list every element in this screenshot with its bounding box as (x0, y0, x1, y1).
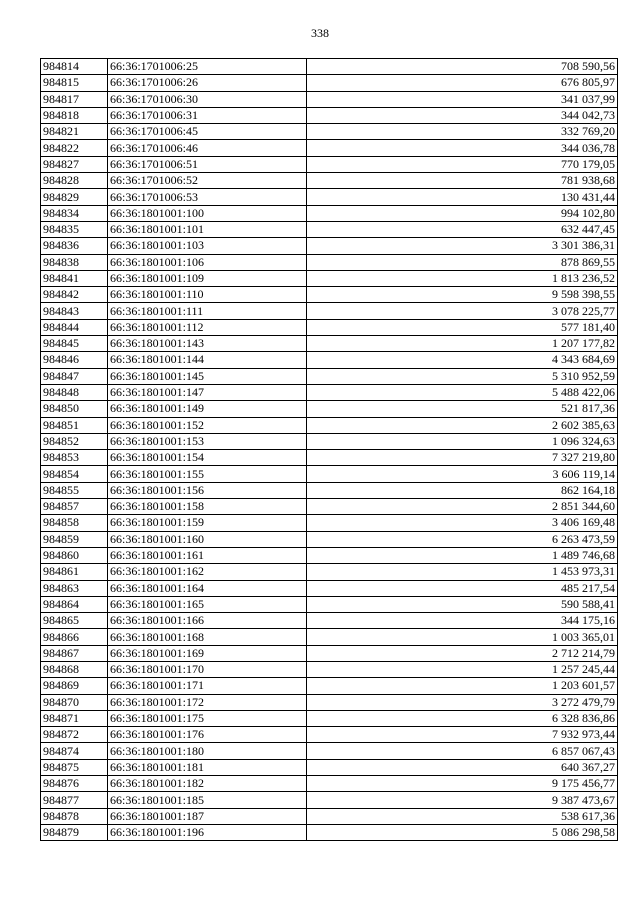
cadastral-number-cell: 66:36:1701006:25 (108, 59, 307, 75)
cadastral-number-cell: 66:36:1701006:45 (108, 124, 307, 140)
cadastral-value-cell: 2 851 344,60 (307, 499, 618, 515)
table-row (41, 254, 618, 270)
row-id-cell: 984870 (41, 694, 108, 710)
table-row (41, 189, 618, 205)
row-id-cell: 984848 (41, 384, 108, 400)
table-row (41, 238, 618, 254)
cadastral-number-cell: 66:36:1801001:172 (108, 694, 307, 710)
cadastral-value-cell: 3 272 479,79 (307, 694, 618, 710)
row-id-cell: 984842 (41, 287, 108, 303)
cadastral-number-cell: 66:36:1801001:160 (108, 531, 307, 547)
row-id-cell: 984818 (41, 107, 108, 123)
cadastral-value-cell: 1 453 973,31 (307, 564, 618, 580)
table-row (41, 727, 618, 743)
cadastral-number-cell: 66:36:1801001:103 (108, 238, 307, 254)
row-id-cell: 984828 (41, 173, 108, 189)
cadastral-number-cell: 66:36:1701006:30 (108, 91, 307, 107)
cadastral-number-cell: 66:36:1801001:110 (108, 287, 307, 303)
cadastral-value-cell: 130 431,44 (307, 189, 618, 205)
table-row (41, 417, 618, 433)
cadastral-value-cell: 878 869,55 (307, 254, 618, 270)
cadastral-number-cell: 66:36:1801001:161 (108, 547, 307, 563)
cadastral-number-cell: 66:36:1801001:111 (108, 303, 307, 319)
cadastral-value-cell: 538 617,36 (307, 808, 618, 824)
cadastral-value-cell: 5 086 298,58 (307, 824, 618, 840)
cadastral-number-cell: 66:36:1801001:166 (108, 613, 307, 629)
row-id-cell: 984852 (41, 433, 108, 449)
row-id-cell: 984829 (41, 189, 108, 205)
cadastral-number-cell: 66:36:1801001:144 (108, 352, 307, 368)
table-row (41, 759, 618, 775)
row-id-cell: 984875 (41, 759, 108, 775)
row-id-cell: 984878 (41, 808, 108, 824)
cadastral-number-cell: 66:36:1801001:175 (108, 710, 307, 726)
cadastral-value-cell: 1 813 236,52 (307, 270, 618, 286)
row-id-cell: 984879 (41, 824, 108, 840)
table-row (41, 824, 618, 840)
row-id-cell: 984843 (41, 303, 108, 319)
cadastral-value-cell: 590 588,41 (307, 596, 618, 612)
cadastral-number-cell: 66:36:1801001:155 (108, 466, 307, 482)
cadastral-value-cell: 7 932 973,44 (307, 727, 618, 743)
table-row (41, 743, 618, 759)
table-row (41, 124, 618, 140)
page-number: 338 (311, 26, 329, 40)
row-id-cell: 984871 (41, 710, 108, 726)
table-row (41, 808, 618, 824)
table-row (41, 580, 618, 596)
table-row (41, 433, 618, 449)
cadastral-value-cell: 2 602 385,63 (307, 417, 618, 433)
table-row (41, 368, 618, 384)
cadastral-number-cell: 66:36:1801001:106 (108, 254, 307, 270)
cadastral-value-cell: 6 263 473,59 (307, 531, 618, 547)
cadastral-value-cell: 485 217,54 (307, 580, 618, 596)
cadastral-value-cell: 1 489 746,68 (307, 547, 618, 563)
row-id-cell: 984876 (41, 776, 108, 792)
row-id-cell: 984861 (41, 564, 108, 580)
cadastral-value-cell: 708 590,56 (307, 59, 618, 75)
row-id-cell: 984822 (41, 140, 108, 156)
cadastral-value-cell: 5 488 422,06 (307, 384, 618, 400)
row-id-cell: 984877 (41, 792, 108, 808)
cadastral-number-cell: 66:36:1801001:162 (108, 564, 307, 580)
table-row (41, 287, 618, 303)
table-row (41, 303, 618, 319)
cadastral-number-cell: 66:36:1801001:153 (108, 433, 307, 449)
cadastral-number-cell: 66:36:1801001:112 (108, 319, 307, 335)
cadastral-number-cell: 66:36:1701006:52 (108, 173, 307, 189)
cadastral-value-cell: 3 406 169,48 (307, 515, 618, 531)
row-id-cell: 984815 (41, 75, 108, 91)
cadastral-value-cell: 3 078 225,77 (307, 303, 618, 319)
cadastral-number-cell: 66:36:1801001:176 (108, 727, 307, 743)
cadastral-value-cell: 344 175,16 (307, 613, 618, 629)
table-row (41, 645, 618, 661)
cadastral-value-cell: 6 328 836,86 (307, 710, 618, 726)
table-row (41, 694, 618, 710)
row-id-cell: 984827 (41, 156, 108, 172)
cadastral-number-cell: 66:36:1801001:145 (108, 368, 307, 384)
row-id-cell: 984845 (41, 336, 108, 352)
table-row (41, 221, 618, 237)
table-row (41, 140, 618, 156)
cadastral-value-cell: 6 857 067,43 (307, 743, 618, 759)
cadastral-value-cell: 2 712 214,79 (307, 645, 618, 661)
row-id-cell: 984821 (41, 124, 108, 140)
cadastral-number-cell: 66:36:1801001:170 (108, 661, 307, 677)
table-row (41, 173, 618, 189)
table-row (41, 629, 618, 645)
cadastral-value-cell: 1 207 177,82 (307, 336, 618, 352)
row-id-cell: 984835 (41, 221, 108, 237)
row-id-cell: 984838 (41, 254, 108, 270)
cadastral-number-cell: 66:36:1701006:31 (108, 107, 307, 123)
row-id-cell: 984847 (41, 368, 108, 384)
table-row (41, 678, 618, 694)
cadastral-number-cell: 66:36:1801001:149 (108, 401, 307, 417)
table-row (41, 75, 618, 91)
row-id-cell: 984841 (41, 270, 108, 286)
table-row (41, 352, 618, 368)
cadastral-value-cell: 344 036,78 (307, 140, 618, 156)
cadastral-number-cell: 66:36:1701006:51 (108, 156, 307, 172)
table-row (41, 466, 618, 482)
cadastral-number-cell: 66:36:1801001:143 (108, 336, 307, 352)
row-id-cell: 984858 (41, 515, 108, 531)
table-row (41, 776, 618, 792)
cadastral-number-cell: 66:36:1801001:182 (108, 776, 307, 792)
row-id-cell: 984865 (41, 613, 108, 629)
cadastral-number-cell: 66:36:1801001:156 (108, 482, 307, 498)
row-id-cell: 984857 (41, 499, 108, 515)
table-row (41, 613, 618, 629)
table-row (41, 661, 618, 677)
table-row (41, 450, 618, 466)
cadastral-number-cell: 66:36:1801001:164 (108, 580, 307, 596)
cadastral-value-cell: 862 164,18 (307, 482, 618, 498)
table-body (41, 59, 618, 841)
cadastral-value-cell: 521 817,36 (307, 401, 618, 417)
table-row (41, 401, 618, 417)
cadastral-value-cell: 7 327 219,80 (307, 450, 618, 466)
cadastral-value-cell: 5 310 952,59 (307, 368, 618, 384)
cadastral-value-cell: 332 769,20 (307, 124, 618, 140)
cadastral-value-cell: 4 343 684,69 (307, 352, 618, 368)
row-id-cell: 984868 (41, 661, 108, 677)
cadastral-number-cell: 66:36:1701006:26 (108, 75, 307, 91)
cadastral-value-cell: 640 367,27 (307, 759, 618, 775)
row-id-cell: 984864 (41, 596, 108, 612)
row-id-cell: 984859 (41, 531, 108, 547)
cadastral-value-cell: 994 102,80 (307, 205, 618, 221)
cadastral-number-cell: 66:36:1801001:169 (108, 645, 307, 661)
table-row (41, 107, 618, 123)
cadastral-value-cell: 781 938,68 (307, 173, 618, 189)
cadastral-number-cell: 66:36:1801001:109 (108, 270, 307, 286)
cadastral-value-cell: 341 037,99 (307, 91, 618, 107)
table-row (41, 710, 618, 726)
row-id-cell: 984851 (41, 417, 108, 433)
row-id-cell: 984853 (41, 450, 108, 466)
cadastral-value-cell: 9 598 398,55 (307, 287, 618, 303)
cadastral-value-cell: 577 181,40 (307, 319, 618, 335)
row-id-cell: 984869 (41, 678, 108, 694)
cadastral-value-cell: 344 042,73 (307, 107, 618, 123)
cadastral-number-cell: 66:36:1801001:152 (108, 417, 307, 433)
cadastral-number-cell: 66:36:1801001:181 (108, 759, 307, 775)
table-row (41, 596, 618, 612)
cadastral-value-cell: 3 301 386,31 (307, 238, 618, 254)
cadastral-value-cell: 9 387 473,67 (307, 792, 618, 808)
table-row (41, 270, 618, 286)
table-row (41, 205, 618, 221)
row-id-cell: 984836 (41, 238, 108, 254)
row-id-cell: 984867 (41, 645, 108, 661)
table-row (41, 319, 618, 335)
cadastral-number-cell: 66:36:1801001:147 (108, 384, 307, 400)
table-row (41, 547, 618, 563)
row-id-cell: 984846 (41, 352, 108, 368)
cadastral-number-cell: 66:36:1801001:154 (108, 450, 307, 466)
cadastral-number-cell: 66:36:1801001:196 (108, 824, 307, 840)
row-id-cell: 984866 (41, 629, 108, 645)
table-row (41, 564, 618, 580)
cadastral-number-cell: 66:36:1801001:171 (108, 678, 307, 694)
table-row (41, 515, 618, 531)
table-row (41, 156, 618, 172)
table-row (41, 531, 618, 547)
cadastral-number-cell: 66:36:1701006:46 (108, 140, 307, 156)
row-id-cell: 984872 (41, 727, 108, 743)
cadastral-value-cell: 1 257 245,44 (307, 661, 618, 677)
row-id-cell: 984814 (41, 59, 108, 75)
cadastral-value-cell: 1 096 324,63 (307, 433, 618, 449)
cadastral-value-cell: 9 175 456,77 (307, 776, 618, 792)
cadastral-number-cell: 66:36:1801001:165 (108, 596, 307, 612)
cadastral-number-cell: 66:36:1801001:185 (108, 792, 307, 808)
cadastral-value-cell: 770 179,05 (307, 156, 618, 172)
cadastral-number-cell: 66:36:1701006:53 (108, 189, 307, 205)
cadastral-value-table (40, 58, 618, 841)
row-id-cell: 984855 (41, 482, 108, 498)
row-id-cell: 984844 (41, 319, 108, 335)
cadastral-value-cell: 1 203 601,57 (307, 678, 618, 694)
cadastral-number-cell: 66:36:1801001:100 (108, 205, 307, 221)
cadastral-number-cell: 66:36:1801001:180 (108, 743, 307, 759)
row-id-cell: 984854 (41, 466, 108, 482)
cadastral-number-cell: 66:36:1801001:168 (108, 629, 307, 645)
cadastral-number-cell: 66:36:1801001:158 (108, 499, 307, 515)
row-id-cell: 984817 (41, 91, 108, 107)
row-id-cell: 984850 (41, 401, 108, 417)
table-row (41, 792, 618, 808)
row-id-cell: 984860 (41, 547, 108, 563)
cadastral-value-cell: 1 003 365,01 (307, 629, 618, 645)
cadastral-number-cell: 66:36:1801001:101 (108, 221, 307, 237)
table-row (41, 499, 618, 515)
cadastral-value-cell: 676 805,97 (307, 75, 618, 91)
table-row (41, 482, 618, 498)
cadastral-number-cell: 66:36:1801001:159 (108, 515, 307, 531)
table-row (41, 91, 618, 107)
row-id-cell: 984863 (41, 580, 108, 596)
table-row (41, 384, 618, 400)
cadastral-number-cell: 66:36:1801001:187 (108, 808, 307, 824)
table-row (41, 59, 618, 75)
table-row (41, 336, 618, 352)
row-id-cell: 984874 (41, 743, 108, 759)
row-id-cell: 984834 (41, 205, 108, 221)
cadastral-value-cell: 3 606 119,14 (307, 466, 618, 482)
cadastral-value-cell: 632 447,45 (307, 221, 618, 237)
